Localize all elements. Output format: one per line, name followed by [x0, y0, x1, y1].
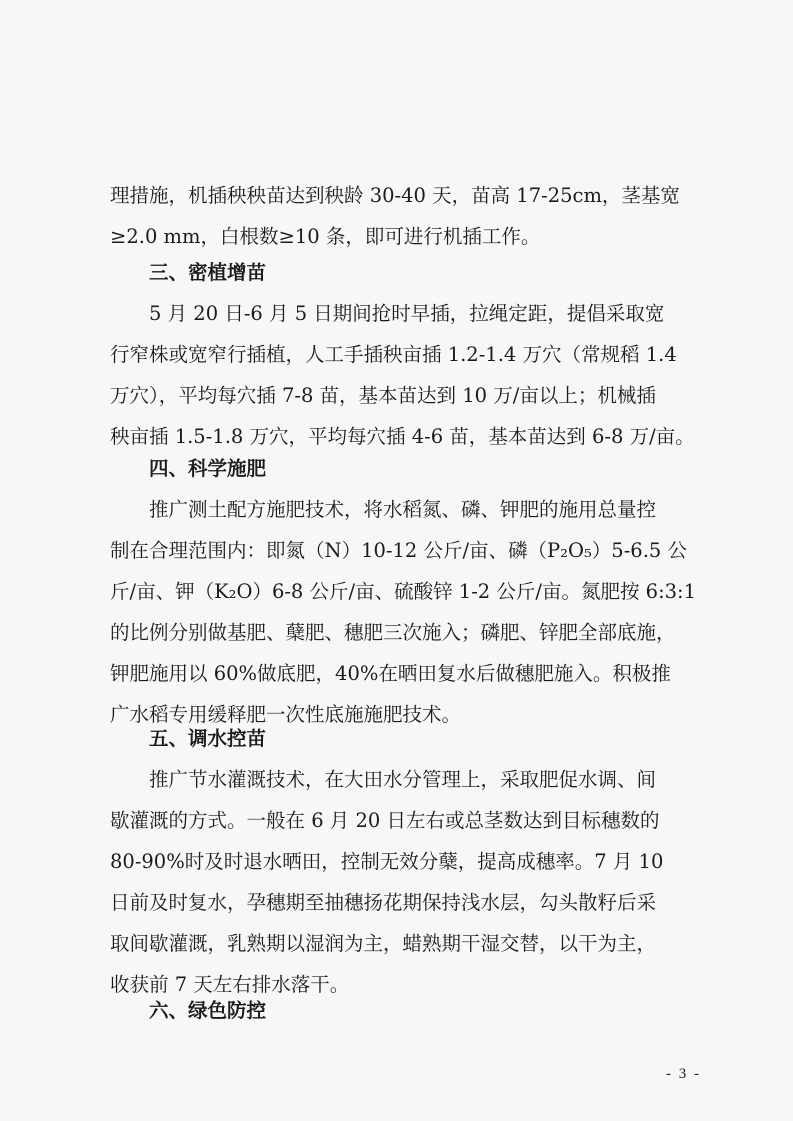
text-line: ≥2.0 mm，白根数≥10 条，即可进行机插工作。	[110, 225, 541, 248]
text-line: 斤/亩、钾（K₂O）6-8 公斤/亩、硫酸锌 1-2 公斤/亩。氮肥按 6:3:1	[110, 580, 697, 603]
paragraph-seedling-standard	[110, 175, 700, 257]
text-line: 歇灌溉的方式。一般在 6 月 20 日左右或总茎数达到目标穗数的	[110, 809, 660, 832]
text-line: 日前及时复水，孕穗期至抽穗扬花期保持浅水层，勾头散籽后采	[110, 891, 657, 914]
text-line: 的比例分别做基肥、蘖肥、穗肥三次施入；磷肥、锌肥全部底施，	[110, 621, 676, 644]
text-line: 钾肥施用以 60%做底肥，40%在晒田复水后做穗肥施入。积极推	[110, 662, 671, 685]
text-line: 取间歇灌溉，乳熟期以湿润为主，蜡熟期干湿交替，以干为主，	[110, 932, 657, 955]
paragraph-fertilization	[110, 489, 700, 735]
text-line: 秧亩插 1.5-1.8 万穴，平均每穴插 4-6 苗，基本苗达到 6-8 万/亩。	[110, 425, 695, 448]
section-heading-water-control: 五、调水控苗	[149, 727, 267, 750]
text-line: 推广节水灌溉技术，在大田水分管理上，采取肥促水调、间	[149, 768, 657, 791]
text-line: 行窄株或宽窄行插植，人工手插秧亩插 1.2-1.4 万穴（常规稻 1.4	[110, 343, 677, 366]
section-heading-dense-planting: 三、密植增苗	[149, 261, 267, 284]
text-line: 广水稻专用缓释肥一次性底施施肥技术。	[110, 703, 462, 726]
text-line: 收获前 7 天左右排水落干。	[110, 973, 350, 996]
page-number: - 3 -	[666, 1066, 701, 1082]
text-line: 理措施，机插秧秧苗达到秧龄 30-40 天，苗高 17-25cm，茎基宽	[110, 184, 680, 207]
text-line: 5 月 20 日-6 月 5 日期间抢时早插，拉绳定距，提倡采取宽	[149, 302, 665, 325]
paragraph-dense-planting	[110, 293, 700, 457]
text-line: 80-90%时及时退水晒田，控制无效分蘖，提高成穗率。7 月 10	[110, 850, 664, 873]
text-line: 万穴），平均每穴插 7-8 苗，基本苗达到 10 万/亩以上；机械插	[110, 384, 656, 407]
section-heading-fertilization: 四、科学施肥	[149, 457, 267, 480]
paragraph-water-control	[110, 759, 700, 1005]
text-line: 推广测土配方施肥技术，将水稻氮、磷、钾肥的施用总量控	[149, 498, 657, 521]
section-heading-green-control: 六、绿色防控	[149, 999, 267, 1022]
text-line: 制在合理范围内：即氮（N）10-12 公斤/亩、磷（P₂O₅）5-6.5 公	[110, 539, 687, 562]
